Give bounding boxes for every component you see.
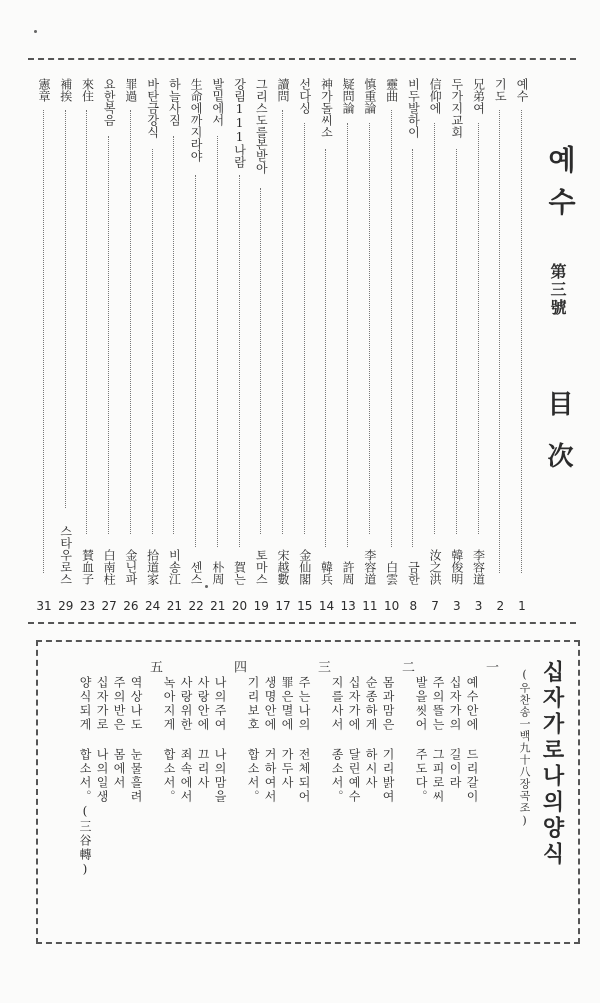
- toc-entry[interactable]: [251, 78, 271, 613]
- hymn-verse: [332, 660, 416, 930]
- toc-entry-page: 2: [496, 599, 505, 613]
- toc-entry-author: 토마스: [254, 549, 269, 585]
- toc-entry-page: 29: [58, 599, 74, 613]
- toc-leader-dots: [325, 149, 326, 547]
- verse-line: 십자가로 나의일생: [95, 676, 109, 804]
- toc-entry[interactable]: [512, 78, 532, 613]
- toc-entry-author: 비송江: [167, 549, 182, 585]
- toc-entry-title: 罪過: [123, 78, 138, 102]
- verse-line: 罪은멸에 가두사: [280, 676, 294, 790]
- verse-line: 발을씻어 주도다。: [414, 676, 428, 804]
- toc-entry[interactable]: [99, 78, 119, 613]
- toc-entry[interactable]: [77, 78, 97, 613]
- toc-entry-title: 선다싱: [297, 78, 312, 114]
- toc-entry[interactable]: [56, 78, 76, 613]
- toc-entry-title: 兄弟여: [471, 78, 486, 114]
- verse-number: 三: [315, 660, 330, 673]
- paper-speck: [205, 585, 208, 588]
- toc-entry-author: 賛血子: [80, 549, 95, 585]
- toc-entry-author: 汝之洪: [428, 549, 443, 585]
- toc-leader-dots: [152, 149, 153, 534]
- verse-number: 四: [231, 660, 246, 673]
- toc-entry[interactable]: [186, 78, 206, 613]
- toc-entry-title: 바탄금강식: [145, 78, 160, 138]
- toc-leader-dots: [65, 110, 66, 508]
- toc-entry-author: 金닌파: [123, 549, 138, 585]
- toc-leader-dots: [412, 149, 413, 547]
- toc-entry[interactable]: [143, 78, 163, 613]
- toc-entry-title: 두가지교회: [449, 78, 464, 138]
- verse-line: 생명안에 거하여서: [263, 676, 277, 804]
- toc-entry-title: 그리스도를본받아: [254, 78, 269, 174]
- toc-entry[interactable]: [469, 78, 489, 613]
- toc-entry-author: 白雲: [384, 561, 399, 585]
- toc-entry[interactable]: [360, 78, 380, 613]
- hymn-box: [36, 640, 580, 944]
- toc-entry-page: 17: [275, 599, 291, 613]
- toc-entry-title: 발밑에서: [210, 78, 225, 126]
- toc-entry[interactable]: [121, 78, 141, 613]
- toc-entry-page: 26: [123, 599, 139, 613]
- verse-line: 순종하게 하시사: [364, 676, 378, 790]
- toc-entry-author: 拾道家: [145, 549, 160, 585]
- toc-entry-author: 宋越數: [276, 549, 290, 585]
- toc-entry-page: 31: [36, 599, 52, 613]
- toc-entry-title: 補挨: [58, 78, 73, 102]
- verse-line: 예수안에 드리갈이: [465, 676, 479, 804]
- toc-leader-dots: [456, 149, 457, 534]
- toc-entry-title: 生命에까지라야: [189, 78, 204, 162]
- toc-entry-title: 강림111나람: [232, 78, 247, 168]
- masthead: [540, 145, 580, 494]
- toc-leader-dots: [195, 175, 196, 547]
- toc-entry-title: 요한복음: [102, 78, 117, 126]
- toc-entry-page: 7: [431, 599, 439, 613]
- verse-line: 사랑안에 끄리사: [196, 676, 210, 790]
- verse-line: 사랑위한 죄속에서: [179, 676, 193, 804]
- toc-entry-author: 賀는: [232, 561, 247, 585]
- toc-entry[interactable]: [316, 78, 336, 613]
- verse-line: 주의뜰는 그피로씨: [431, 676, 445, 804]
- toc-entry-title: 慎重論: [362, 78, 377, 114]
- toc-leader-dots: [130, 110, 131, 534]
- toc-entry[interactable]: [295, 78, 315, 613]
- toc-entry-author: 金仙閣: [297, 549, 312, 585]
- toc-entry[interactable]: [425, 78, 445, 613]
- toc-entry-title: 疑問論: [341, 78, 356, 114]
- toc-entry-author: 許周: [341, 561, 356, 585]
- issue-number: 第三號: [548, 263, 567, 317]
- magazine-title: 예수: [544, 145, 577, 229]
- toc-entry-page: 3: [452, 599, 461, 613]
- hymn-verse: [164, 660, 248, 930]
- toc-leader-dots: [521, 110, 522, 573]
- toc-entry-title: 기도: [493, 78, 508, 102]
- toc-entry-author: 白南柱: [102, 549, 117, 585]
- toc-entry-title: 하늘사짐: [167, 78, 182, 126]
- toc-leader-dots: [260, 188, 261, 534]
- toc-leader-dots: [369, 123, 370, 534]
- toc-leader-dots: [239, 175, 240, 547]
- middle-dashed-rule: [28, 622, 576, 624]
- verse-line: 십자가에 달린예수: [347, 676, 361, 804]
- toc-entry[interactable]: [447, 78, 467, 613]
- toc-entry-page: 8: [409, 599, 418, 613]
- toc-entry-title: 靈曲: [384, 78, 399, 102]
- toc-entry-page: 14: [318, 599, 335, 613]
- toc-leader-dots: [478, 123, 479, 534]
- toc-entry-page: 19: [253, 599, 269, 613]
- toc-entry-author: 李容道: [362, 549, 377, 585]
- toc-leader-dots: [304, 123, 305, 534]
- toc-entry[interactable]: [208, 78, 228, 613]
- toc-entry[interactable]: [490, 78, 510, 613]
- toc-entry-author: 韓兵: [319, 561, 334, 585]
- toc-entry-page: 22: [188, 599, 204, 613]
- hymn-verse: [416, 660, 500, 930]
- toc-entry-title: 예수: [515, 78, 529, 102]
- toc-entry[interactable]: [403, 78, 423, 613]
- paper-speck: [34, 30, 37, 33]
- toc-entry[interactable]: [382, 78, 402, 613]
- toc-entry-title: 讀問: [276, 78, 290, 102]
- toc-leader-dots: [434, 123, 435, 534]
- toc-entry[interactable]: [338, 78, 358, 613]
- verse-line: 역상나도 눈물흘려: [129, 676, 143, 804]
- toc-leader-dots: [173, 136, 174, 534]
- toc-entry-author: 韓俊明: [449, 549, 464, 585]
- verse-number: 二: [399, 660, 414, 673]
- toc-leader-dots: [499, 110, 500, 573]
- toc-entry-title: 來住: [80, 78, 95, 102]
- toc-leader-dots: [347, 123, 348, 547]
- toc-leader-dots: [86, 110, 87, 534]
- verse-line: 몸과맘은 기리밝여: [381, 676, 395, 804]
- verse-number: 五: [147, 660, 162, 673]
- verse-line: 녹아지게 합소서。: [162, 676, 176, 804]
- hymn-verse: [80, 660, 164, 930]
- verse-number: 一: [483, 660, 498, 673]
- toc-leader-dots: [391, 110, 392, 547]
- toc-entry-page: 10: [383, 599, 400, 613]
- toc-entry-author: 스타우로스: [58, 525, 73, 585]
- toc-leader-dots: [108, 136, 109, 534]
- toc-entry-page: 3: [474, 599, 483, 613]
- toc-entry-title: 神가돌씨소: [319, 78, 334, 138]
- verse-line: 나의주여 나의맘을: [213, 676, 227, 804]
- toc-leader-dots: [43, 110, 44, 573]
- hymn-subtitle: (우찬송一백九十八장곡조): [518, 668, 531, 828]
- toc-entry[interactable]: [34, 78, 54, 613]
- verse-line: 지를사서 종소서。: [330, 676, 344, 804]
- verse-line: 십자가의 길이라: [448, 676, 462, 790]
- toc-entry-title: 憲章: [37, 78, 51, 102]
- hymn-verse: [248, 660, 332, 930]
- toc-entry-page: 24: [144, 599, 161, 613]
- toc-entry-page: 23: [79, 599, 96, 613]
- verse-line: 주의반은 몸에서: [112, 676, 126, 790]
- toc-entry-page: 15: [297, 599, 313, 613]
- verse-line: 기리보호 합소서。: [246, 676, 260, 804]
- toc-entry[interactable]: [273, 78, 293, 613]
- toc-entry-title: 비두발하이: [406, 78, 421, 138]
- toc-entry-author: 朴周: [210, 561, 225, 585]
- toc-entry-author: 센스: [189, 561, 204, 585]
- contents-heading: 目次: [543, 390, 573, 494]
- toc-entry-page: 27: [101, 599, 117, 613]
- toc-entry-page: 1: [518, 599, 526, 613]
- toc-entry-author: 李容道: [471, 549, 486, 585]
- toc-entry-page: 11: [362, 599, 378, 613]
- toc-entry-author: 금한: [406, 561, 421, 585]
- toc-leader-dots: [282, 110, 283, 534]
- hymn-title: 십자가로나의양식: [539, 660, 565, 868]
- verse-line: 양식되게 합소서。(三谷轉): [78, 676, 92, 878]
- toc-entry-title: 信仰에: [428, 78, 443, 114]
- toc-entry-page: 21: [166, 599, 182, 613]
- verse-line: 주는나의 전체되어: [297, 676, 311, 804]
- toc-entry-page: 21: [210, 599, 226, 613]
- toc-entry-page: 20: [231, 599, 248, 613]
- toc-leader-dots: [217, 136, 218, 547]
- toc-entry[interactable]: [164, 78, 184, 613]
- toc-entry[interactable]: [230, 78, 250, 613]
- toc-entry-page: 13: [340, 599, 356, 613]
